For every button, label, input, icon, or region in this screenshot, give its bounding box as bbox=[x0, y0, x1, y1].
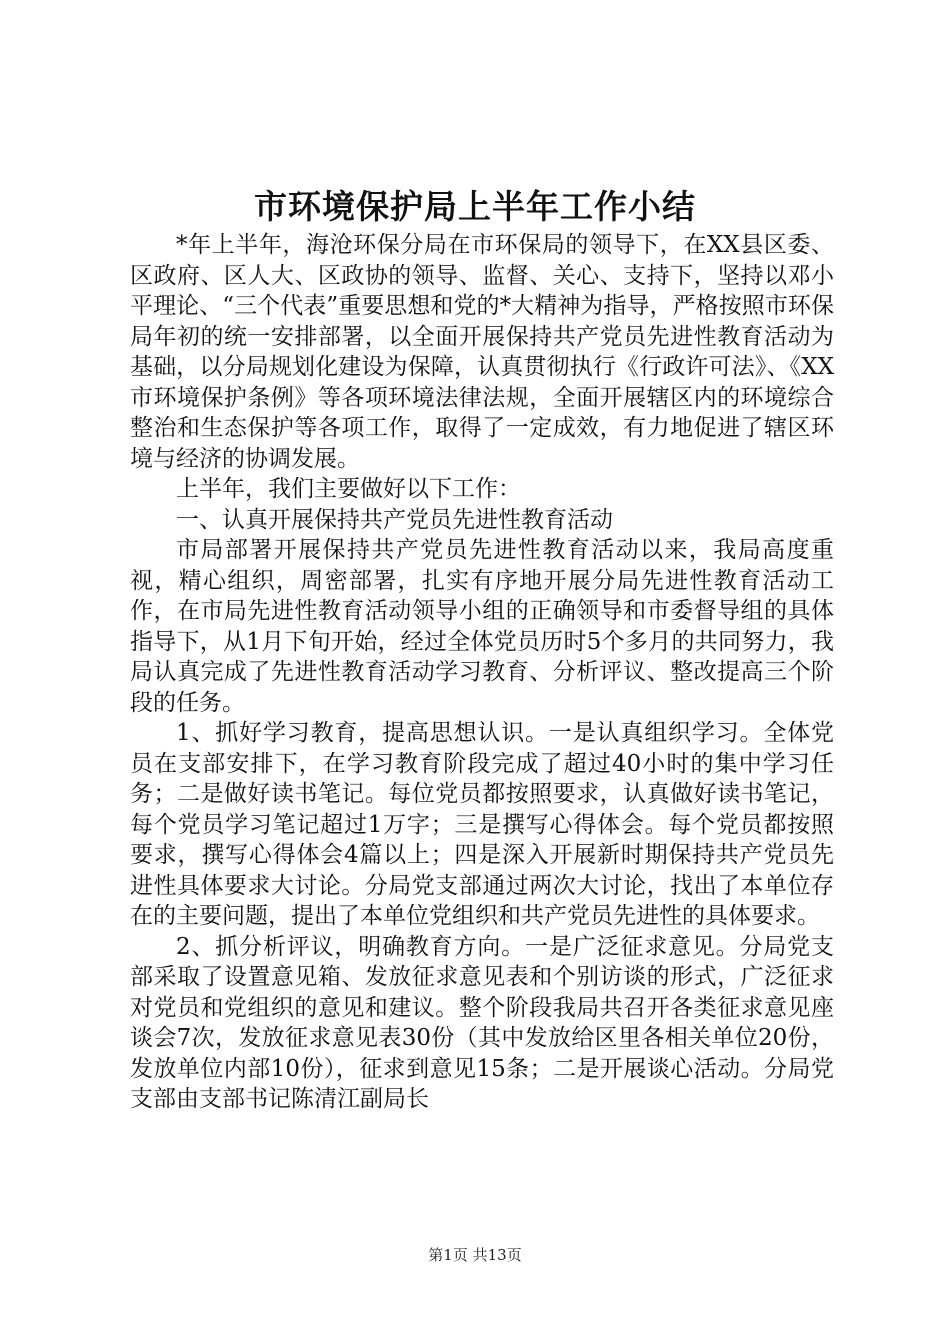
paragraph-item-1: 1、抓好学习教育，提高思想认识。一是认真组织学习。全体党员在支部安排下，在学习教育阶段完成了超过40小时的集中学习任务；二是做好读书笔记。每位党员都按照要求，认真做好读书笔记，每个党员学习笔记超过1万字；三是撰写心得体会。每个党员都按照要求，撰写心得体会4篇以上；四是深入开展新时期保持共产党员先进性具体要求大讨论。分局党支部通过两次大讨论，找出了本单位存在的主要问题，提出了本单位党组织和共产党员先进性的具体要求。 bbox=[130, 720, 834, 929]
paragraph-intro: *年上半年，海沧环保分局在市环保局的领导下，在XX县区委、区政府、区人大、区政协的领导、监督、关心、支持下，坚持以邓小平理论、“三个代表”重要思想和党的*大精神为指导，严格按照市环保局年初的统一安排部署，以全面开展保持共产党员先进性教育活动为基础，以分局规划化建设为保障，认真贯彻执行《行政许可法》、《XX市环境保护条例》等各项环境法律法规，全面开展辖区内的环境综合整治和生态保护等各项工作，取得了一定成效，有力地促进了辖区环境与经济的协调发展。 bbox=[130, 232, 834, 472]
document-body bbox=[130, 230, 834, 1115]
page-footer: 第1页 共13页 bbox=[428, 1246, 522, 1264]
paragraph-work-overview: 上半年，我们主要做好以下工作： bbox=[176, 476, 521, 502]
paragraph-item-2: 2、抓分析评议，明确教育方向。一是广泛征求意见。分局党支部采取了设置意见箱、发放征求意见表和个别访谈的形式，广泛征求对党员和党组织的意见和建议。整个阶段我局共召开各类征求意见座谈会7次，发放征求意见表30份（其中发放给区里各相关单位20份，发放单位内部10份），征求到意见15条；二是开展谈心活动。分局党支部由支部书记陈清江副局长 bbox=[130, 933, 834, 1112]
section-heading-1: 一、认真开展保持共产党员先进性教育活动 bbox=[176, 506, 613, 533]
document-title: 市环境保护局上半年工作小结 bbox=[254, 187, 696, 226]
paragraph-section-1-intro: 市局部署开展保持共产党员先进性教育活动以来，我局高度重视，精心组织，周密部署，扎实有序地开展分局先进性教育活动工作，在市局先进性教育活动领导小组的正确领导和市委督导组的具体指导下，从1月下旬开始，经过全体党员历时5个多月的共同努力，我局认真完成了先进性教育活动学习教育、分析评议、整改提高三个阶段的任务。 bbox=[130, 537, 834, 716]
